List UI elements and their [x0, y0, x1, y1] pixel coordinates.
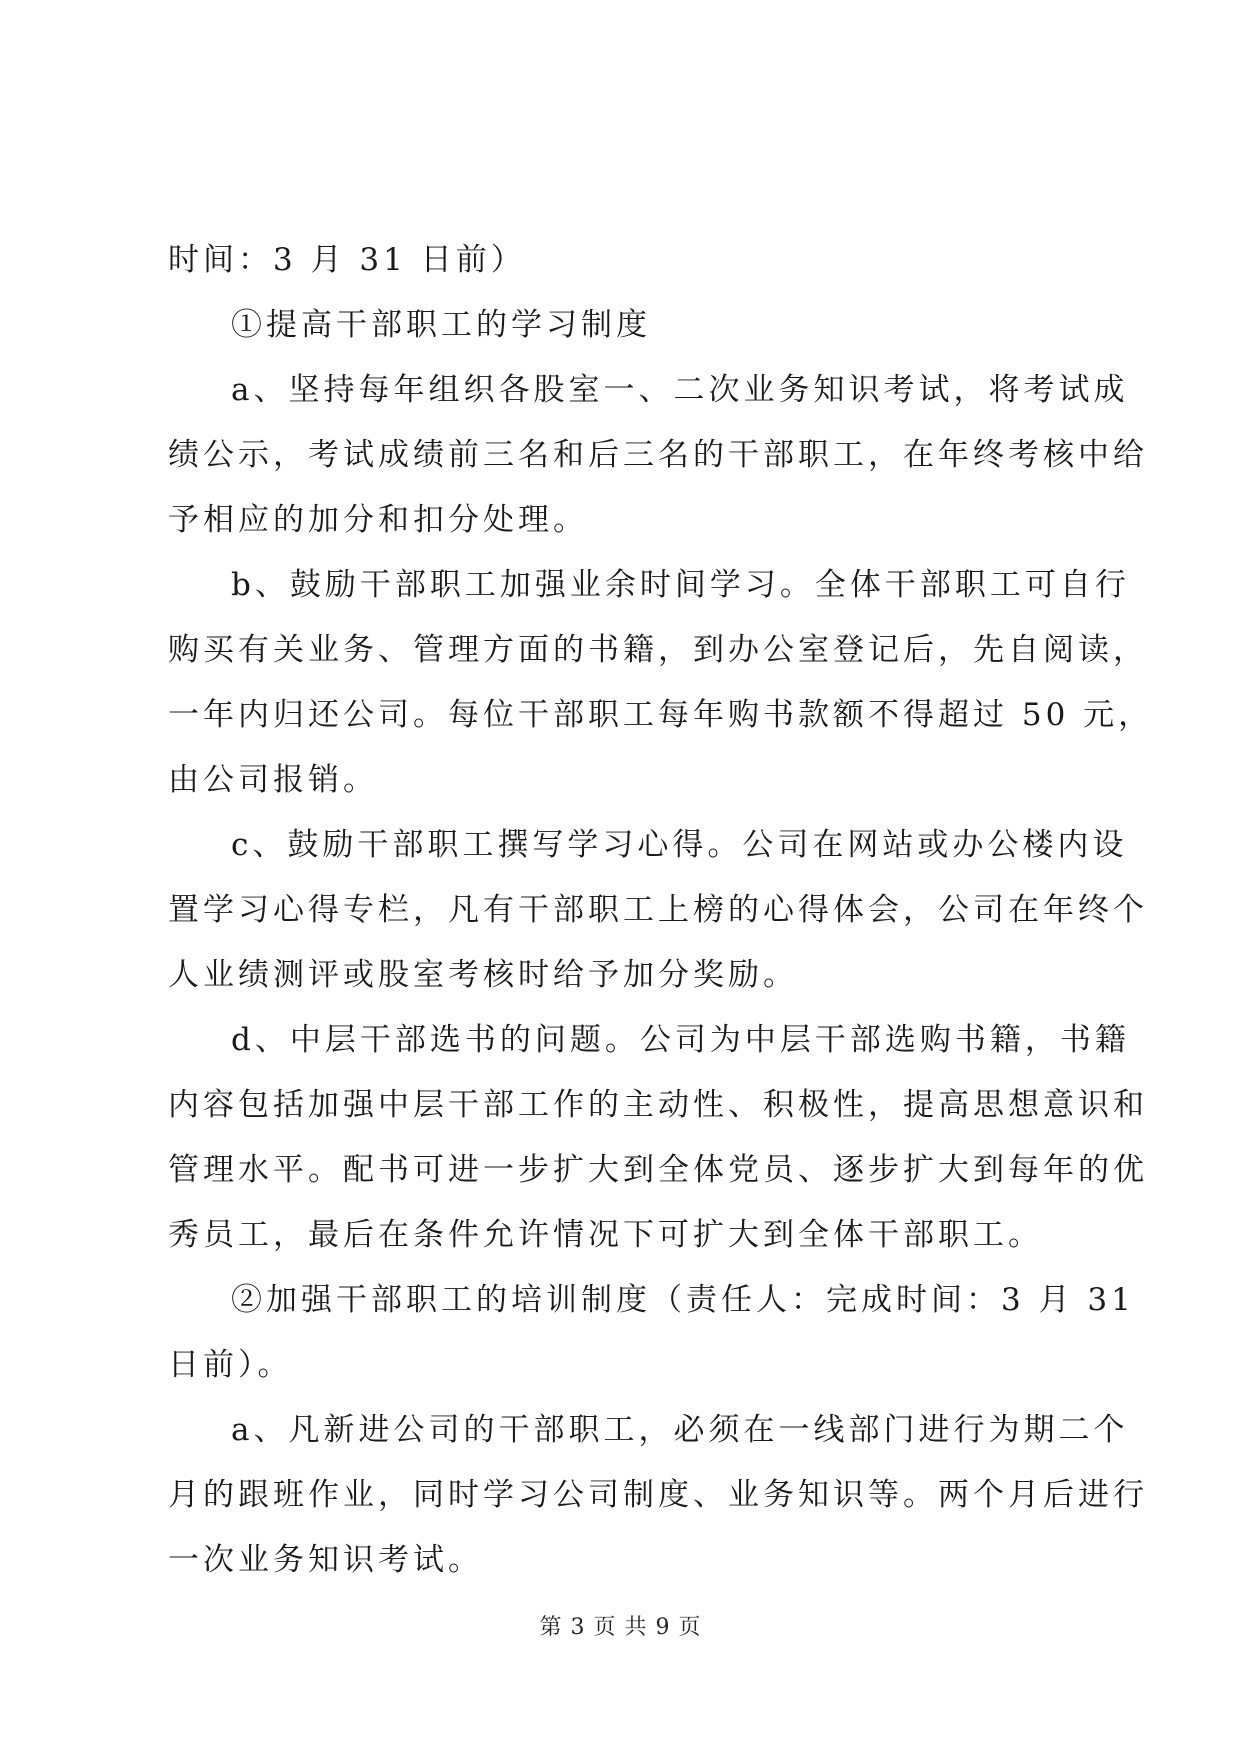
text-line: 置学习心得专栏，凡有干部职工上榜的心得体会，公司在年终个 [168, 892, 1148, 928]
text-line: 管理水平。配书可进一步扩大到全体党员、逐步扩大到每年的优 [168, 1152, 1148, 1188]
text-line: 绩公示，考试成绩前三名和后三名的干部职工，在年终考核中给 [168, 437, 1148, 473]
text-line: 月的跟班作业，同时学习公司制度、业务知识等。两个月后进行 [168, 1477, 1148, 1513]
text-line: a、坚持每年组织各股室一、二次业务知识考试，将考试成 [231, 372, 1129, 408]
text-line: c、鼓励干部职工撰写学习心得。公司在网站或办公楼内设 [231, 827, 1128, 863]
text-line: b、鼓励干部职工加强业余时间学习。全体干部职工可自行 [231, 567, 1130, 603]
text-line: 由公司报销。 [168, 762, 378, 798]
text-line: 一次业务知识考试。 [168, 1542, 483, 1578]
text-line: 日前）。 [168, 1347, 293, 1383]
text-line: 人业绩测评或股室考核时给予加分奖励。 [168, 957, 798, 993]
text-line: ②加强干部职工的培训制度（责任人：完成时间：3 月 31 [231, 1282, 1135, 1318]
text-line: 秀员工，最后在条件允许情况下可扩大到全体干部职工。 [168, 1217, 1043, 1253]
text-line: 购买有关业务、管理方面的书籍，到办公室登记后，先自阅读， [168, 632, 1148, 668]
text-line: 一年内归还公司。每位干部职工每年购书款额不得超过 50 元， [168, 697, 1154, 733]
text-line: 予相应的加分和扣分处理。 [168, 502, 588, 538]
text-line: 时间：3 月 31 日前） [168, 242, 526, 278]
document-body [168, 228, 1154, 1593]
page-footer: 第 3 页 共 9 页 [539, 1615, 702, 1640]
text-line: ①提高干部职工的学习制度 [231, 307, 651, 343]
text-line: 内容包括加强中层干部工作的主动性、积极性，提高思想意识和 [168, 1087, 1148, 1123]
text-line: d、中层干部选书的问题。公司为中层干部选购书籍，书籍 [231, 1022, 1130, 1058]
text-line: a、凡新进公司的干部职工，必须在一线部门进行为期二个 [231, 1412, 1129, 1448]
